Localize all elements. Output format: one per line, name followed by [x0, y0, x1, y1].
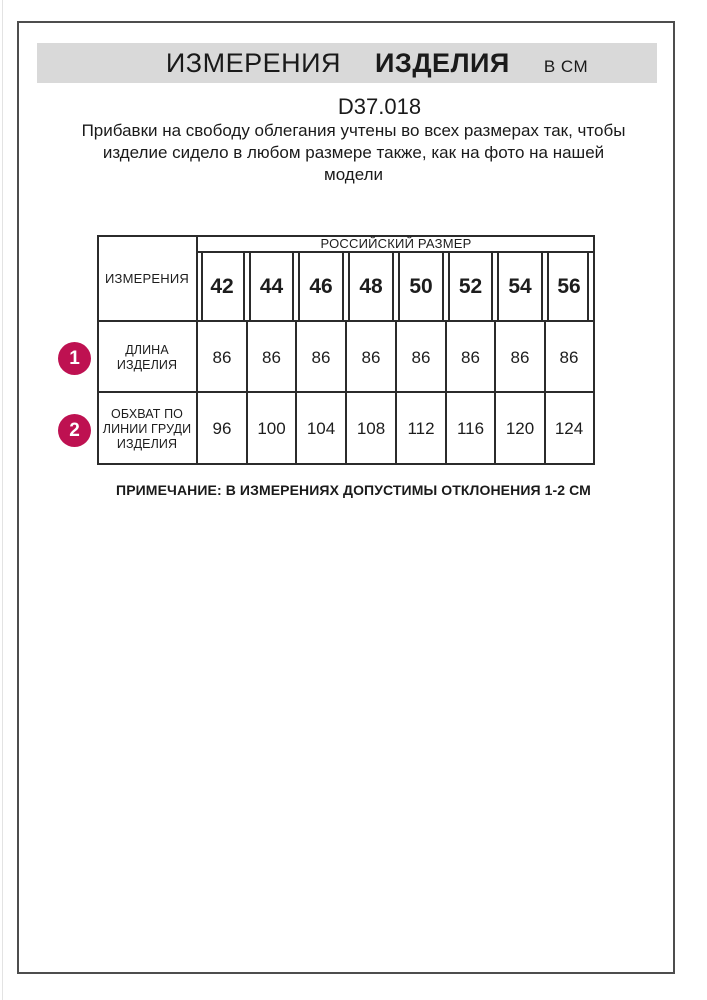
title-unit-cm: В СМ — [543, 56, 589, 76]
title-word-measurements: ИЗМЕРЕНИЯ — [165, 47, 341, 78]
size-col-header: 52 — [458, 274, 483, 298]
intro-line-2: изделие сидело в любом размере также, как на фото на нашей — [102, 143, 605, 162]
size-table — [97, 235, 595, 465]
chest-girth-value: 104 — [306, 419, 336, 438]
size-col-header: 54 — [508, 274, 532, 298]
chest-girth-value: 108 — [356, 419, 386, 438]
size-col-header: 46 — [309, 274, 333, 298]
chest-girth-value: 112 — [407, 419, 435, 438]
length-value: 86 — [262, 347, 281, 367]
row-badge-1: 1 — [58, 342, 91, 375]
model-code: D37.018 — [337, 94, 422, 119]
note-text: ПРИМЕЧАНИЕ: В ИЗМЕРЕНИЯХ ДОПУСТИМЫ ОТКЛОНЕНИЯ 1-2 СМ — [116, 482, 591, 498]
page-title — [166, 48, 588, 79]
row-label-line: ИЗДЕЛИЯ — [116, 357, 178, 372]
row-label-length — [97, 322, 197, 393]
row-badge-2: 2 — [58, 414, 91, 447]
row-label-chest-girth — [97, 393, 197, 465]
table-corner-header: ИЗМЕРЕНИЯ — [105, 271, 189, 286]
title-bar — [37, 43, 657, 83]
row-label-line: ЛИНИИ ГРУДИ — [102, 421, 192, 436]
chest-girth-value: 100 — [257, 419, 286, 438]
intro-paragraph — [0, 120, 707, 186]
length-value: 86 — [461, 347, 480, 367]
chest-girth-value: 116 — [456, 419, 485, 438]
length-value: 86 — [411, 347, 431, 367]
intro-line-3: модели — [324, 165, 383, 184]
size-col-header: 50 — [409, 274, 433, 298]
chest-girth-value: 96 — [212, 419, 232, 438]
table-grid-line — [593, 235, 595, 465]
size-col-header: 42 — [210, 274, 234, 298]
length-value: 86 — [510, 347, 530, 367]
title-word-garment: ИЗДЕЛИЯ — [375, 47, 510, 78]
size-col-header: 44 — [259, 274, 284, 298]
size-col-header: 56 — [557, 274, 581, 298]
length-value: 86 — [212, 347, 232, 367]
row-label-line: ИЗДЕЛИЯ — [116, 436, 178, 451]
length-value: 86 — [361, 347, 381, 367]
length-value: 86 — [311, 347, 331, 367]
chest-girth-value: 124 — [554, 419, 584, 438]
length-value: 86 — [559, 347, 579, 367]
table-group-header: РОССИЙСКИЙ РАЗМЕР — [320, 235, 472, 251]
chest-girth-value: 120 — [505, 419, 535, 438]
size-col-header: 48 — [359, 274, 383, 298]
row-label-line: ДЛИНА — [125, 342, 169, 357]
row-label-line: ОБХВАТ ПО — [111, 406, 183, 421]
intro-line-1: Прибавки на свободу облегания учтены во всех размерах так, чтобы — [81, 121, 626, 140]
